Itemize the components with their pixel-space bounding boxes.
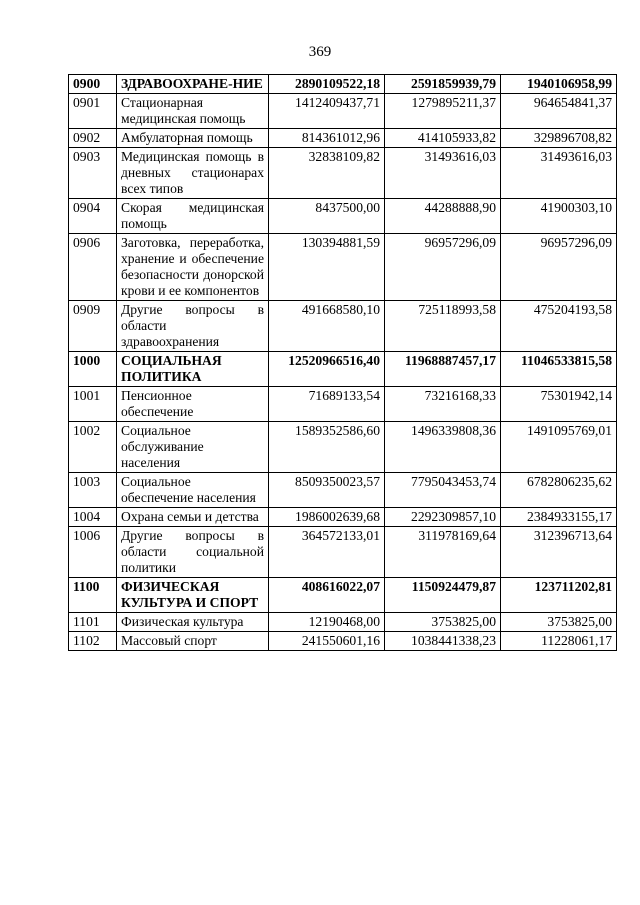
budget-table-body xyxy=(69,75,617,651)
value-cell-2: 1038441338,23 xyxy=(385,632,501,651)
table-row xyxy=(69,387,617,422)
value-cell-3: 1491095769,01 xyxy=(501,422,617,473)
value-cell-1: 32838109,82 xyxy=(269,148,385,199)
value-cell-2: 2591859939,79 xyxy=(385,75,501,94)
section-name-cell: СОЦИАЛЬНАЯ ПОЛИТИКА xyxy=(117,352,269,387)
section-name-cell: Амбулаторная помощь xyxy=(117,129,269,148)
table-row xyxy=(69,578,617,613)
value-cell-3: 31493616,03 xyxy=(501,148,617,199)
value-cell-3: 329896708,82 xyxy=(501,129,617,148)
table-row xyxy=(69,75,617,94)
section-name-cell: Социальное обеспечение населения xyxy=(117,473,269,508)
value-cell-1: 8437500,00 xyxy=(269,199,385,234)
value-cell-2: 31493616,03 xyxy=(385,148,501,199)
value-cell-2: 96957296,09 xyxy=(385,234,501,301)
table-row xyxy=(69,301,617,352)
value-cell-2: 1150924479,87 xyxy=(385,578,501,613)
section-name-cell: Медицинская помощь в дневных стационарах всех типов xyxy=(117,148,269,199)
section-code-cell: 1002 xyxy=(69,422,117,473)
value-cell-3: 11228061,17 xyxy=(501,632,617,651)
value-cell-1: 12520966516,40 xyxy=(269,352,385,387)
value-cell-2: 414105933,82 xyxy=(385,129,501,148)
value-cell-2: 1496339808,36 xyxy=(385,422,501,473)
value-cell-3: 123711202,81 xyxy=(501,578,617,613)
value-cell-3: 1940106958,99 xyxy=(501,75,617,94)
section-name-cell: Скорая медицинская помощь xyxy=(117,199,269,234)
value-cell-2: 725118993,58 xyxy=(385,301,501,352)
value-cell-3: 96957296,09 xyxy=(501,234,617,301)
section-name-cell: ЗДРАВООХРАНЕ-НИЕ xyxy=(117,75,269,94)
value-cell-3: 3753825,00 xyxy=(501,613,617,632)
value-cell-1: 814361012,96 xyxy=(269,129,385,148)
section-code-cell: 1003 xyxy=(69,473,117,508)
section-code-cell: 1000 xyxy=(69,352,117,387)
table-row xyxy=(69,613,617,632)
section-name-cell: Стационарная медицинская помощь xyxy=(117,94,269,129)
value-cell-1: 71689133,54 xyxy=(269,387,385,422)
value-cell-1: 364572133,01 xyxy=(269,527,385,578)
section-code-cell: 0903 xyxy=(69,148,117,199)
value-cell-2: 1279895211,37 xyxy=(385,94,501,129)
value-cell-2: 44288888,90 xyxy=(385,199,501,234)
value-cell-1: 8509350023,57 xyxy=(269,473,385,508)
table-row xyxy=(69,508,617,527)
section-code-cell: 1001 xyxy=(69,387,117,422)
section-name-cell: Другие вопросы в области здравоохранения xyxy=(117,301,269,352)
table-row xyxy=(69,199,617,234)
table-row xyxy=(69,234,617,301)
section-code-cell: 0906 xyxy=(69,234,117,301)
section-code-cell: 1004 xyxy=(69,508,117,527)
value-cell-3: 75301942,14 xyxy=(501,387,617,422)
section-code-cell: 0900 xyxy=(69,75,117,94)
section-name-cell: Пенсионное обеспечение xyxy=(117,387,269,422)
value-cell-1: 241550601,16 xyxy=(269,632,385,651)
section-name-cell: Охрана семьи и детства xyxy=(117,508,269,527)
value-cell-1: 1986002639,68 xyxy=(269,508,385,527)
value-cell-2: 311978169,64 xyxy=(385,527,501,578)
value-cell-1: 12190468,00 xyxy=(269,613,385,632)
section-code-cell: 1100 xyxy=(69,578,117,613)
value-cell-2: 3753825,00 xyxy=(385,613,501,632)
budget-table xyxy=(68,74,617,651)
section-name-cell: Массовый спорт xyxy=(117,632,269,651)
table-row xyxy=(69,527,617,578)
value-cell-3: 41900303,10 xyxy=(501,199,617,234)
section-name-cell: Физическая культура xyxy=(117,613,269,632)
value-cell-2: 2292309857,10 xyxy=(385,508,501,527)
table-row xyxy=(69,473,617,508)
section-code-cell: 0909 xyxy=(69,301,117,352)
value-cell-2: 11968887457,17 xyxy=(385,352,501,387)
table-row xyxy=(69,94,617,129)
section-code-cell: 0902 xyxy=(69,129,117,148)
table-row xyxy=(69,148,617,199)
value-cell-3: 2384933155,17 xyxy=(501,508,617,527)
section-code-cell: 1006 xyxy=(69,527,117,578)
value-cell-3: 964654841,37 xyxy=(501,94,617,129)
section-name-cell: Социальное обслуживание населения xyxy=(117,422,269,473)
table-row xyxy=(69,352,617,387)
value-cell-1: 130394881,59 xyxy=(269,234,385,301)
table-row xyxy=(69,422,617,473)
value-cell-2: 73216168,33 xyxy=(385,387,501,422)
section-code-cell: 0901 xyxy=(69,94,117,129)
value-cell-1: 408616022,07 xyxy=(269,578,385,613)
value-cell-3: 11046533815,58 xyxy=(501,352,617,387)
section-code-cell: 1102 xyxy=(69,632,117,651)
value-cell-3: 6782806235,62 xyxy=(501,473,617,508)
value-cell-2: 7795043453,74 xyxy=(385,473,501,508)
value-cell-1: 491668580,10 xyxy=(269,301,385,352)
section-name-cell: Заготовка, переработка, хранение и обеспечение безопасности донорской крови и ее компонентов xyxy=(117,234,269,301)
section-code-cell: 1101 xyxy=(69,613,117,632)
value-cell-1: 2890109522,18 xyxy=(269,75,385,94)
section-name-cell: Другие вопросы в области социальной политики xyxy=(117,527,269,578)
value-cell-3: 312396713,64 xyxy=(501,527,617,578)
table-row xyxy=(69,129,617,148)
value-cell-1: 1412409437,71 xyxy=(269,94,385,129)
table-row xyxy=(69,632,617,651)
section-name-cell: ФИЗИЧЕСКАЯ КУЛЬТУРА И СПОРТ xyxy=(117,578,269,613)
page-number: 369 xyxy=(308,44,332,60)
value-cell-1: 1589352586,60 xyxy=(269,422,385,473)
value-cell-3: 475204193,58 xyxy=(501,301,617,352)
section-code-cell: 0904 xyxy=(69,199,117,234)
